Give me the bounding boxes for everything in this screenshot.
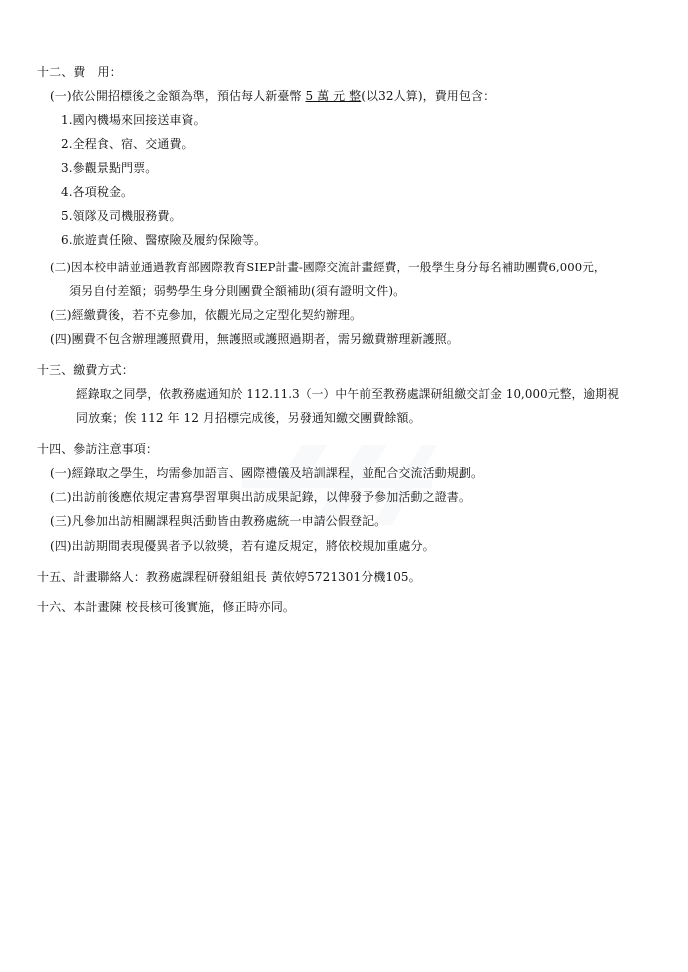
section-13-line-2: 同放棄；俟 112 年 12 月招標完成後，另發通知繳交團費餘額。 [76,411,421,425]
section-12-paragraph-3: (三)經繳費後，若不克參加，依觀光局之定型化契約辦理。 [50,308,363,322]
section-12-heading: 十二、費 用： [37,65,122,79]
section-12-p1-suffix: (以32人算)，費用包含： [361,89,496,103]
section-12-item-3: 3.參觀景點門票。 [61,161,158,175]
section-12-item-6: 6.旅遊責任險、醫療險及履約保險等。 [61,233,267,247]
section-14-item-3: (三)凡參加出訪相關課程與活動皆由教務處統一申請公假登記。 [50,514,387,528]
section-14-item-1: (一)經錄取之學生，均需參加語言、國際禮儀及培訓課程，並配合交流活動規劃。 [50,466,484,480]
section-16-approval: 十六、本計畫陳 校長核可後實施，修正時亦同。 [37,600,296,614]
section-14-heading: 十四、參訪注意事項： [37,442,159,456]
section-13-line-1: 經錄取之同學，依教務處通知於 112.11.3（一）中午前至教務處課研組繳交訂金 10,000元整，逾期視 [76,387,620,401]
section-13-heading: 十三、繳費方式： [37,363,134,377]
section-12-paragraph-4: (四)團費不包含辦理護照費用，無護照或護照過期者，需另繳費辦理新護照。 [50,332,459,346]
section-12-item-2: 2.全程食、宿、交通費。 [61,137,194,151]
section-12-p1-prefix: (一)依公開招標後之金額為準，預估每人新臺幣 [50,89,306,103]
section-12-paragraph-1 [50,88,495,104]
section-12-item-5: 5.領隊及司機服務費。 [61,209,182,223]
section-12-item-1: 1.國內機場來回接送車資。 [61,113,206,127]
section-12-paragraph-2-line-2: 須另自付差額；弱勢學生身分則團費全額補助(須有證明文件)。 [69,284,406,298]
section-12-p1-amount: 5 萬 元 整 [305,89,362,103]
section-15-contact: 十五、計畫聯絡人：教務處課程研發組組長 黃依婷5721301分機105。 [37,570,421,584]
section-14-item-2: (二)出訪前後應依規定書寫學習單與出訪成果記錄，以俾發予參加活動之證書。 [50,490,471,504]
section-12-paragraph-2-line-1: (二)因本校申請並通過教育部國際教育SIEP計畫-國際交流計畫經費，一般學生身分每名補助團費6,000元， [50,260,606,274]
section-12-item-4: 4.各項稅金。 [61,185,134,199]
section-14-item-4: (四)出訪期間表現優異者予以敘獎，若有違反規定，將依校規加重處分。 [50,539,435,553]
